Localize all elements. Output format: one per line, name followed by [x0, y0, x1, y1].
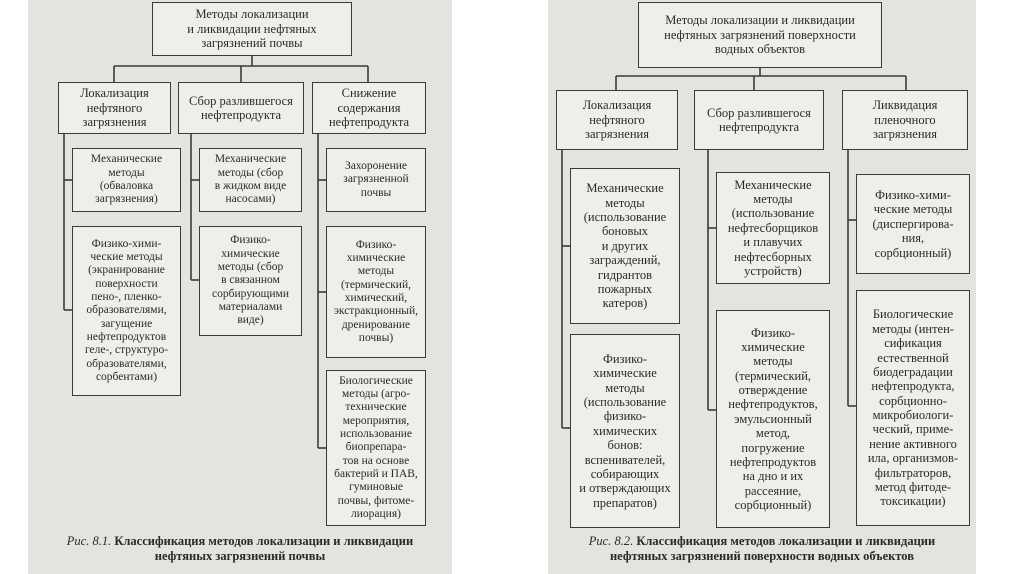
- figure-caption: [548, 534, 976, 564]
- column-header-collection: Сбор разлившегося нефтепродукта: [694, 90, 824, 150]
- root-box: Методы локализации и ликвидации нефтяных загрязнений поверхности водных объектов: [638, 2, 882, 68]
- figure-8-2: [548, 0, 976, 574]
- method-box: Физико- химические методы (термический, отверждение нефтепродуктов, эмульсионный метод, погружение нефтепродуктов на дно и их рассеяние, сорбционный): [716, 310, 830, 528]
- caption-text: нефтяных загрязнений почвы: [154, 549, 326, 563]
- method-box: Механические методы (обваловка загрязнения): [72, 148, 181, 212]
- method-box: Механические методы (использование боновых и других заграждений, гидрантов пожарных катеров): [570, 168, 680, 324]
- figure-caption: [28, 534, 452, 564]
- caption-text: Классификация методов локализации и ликвидации: [114, 534, 414, 548]
- caption-text: нефтяных загрязнений поверхности водных объектов: [609, 549, 914, 563]
- column-header-film-elimination: Ликвидация пленочного загрязнения: [842, 90, 968, 150]
- column-header-collection: Сбор разлившегося нефтепродукта: [178, 82, 304, 134]
- method-box: Биологические методы (агро- технические мероприятия, использование биопрепара- тов на основе бактерий и ПАВ, гуминовые почвы, фитоме- лиорация): [326, 370, 426, 526]
- caption-label: Рис. 8.2.: [588, 534, 634, 548]
- column-header-localization: Локализация нефтяного загрязнения: [58, 82, 171, 134]
- root-box: Методы локализации и ликвидации нефтяных загрязнений почвы: [152, 2, 352, 56]
- figure-8-1: [28, 0, 452, 574]
- method-box: Физико- химические методы (сбор в связанном сорбирующими материалами виде): [199, 226, 302, 336]
- caption-label: Рис. 8.1.: [66, 534, 112, 548]
- method-box: Физико- химические методы (термический, химический, экстракционный, дренирование почвы): [326, 226, 426, 358]
- caption-text: Классификация методов локализации и ликвидации: [636, 534, 936, 548]
- method-box: Захоронение загрязненной почвы: [326, 148, 426, 212]
- column-header-localization: Локализация нефтяного загрязнения: [556, 90, 678, 150]
- method-box: Физико- химические методы (использование физико- химических бонов: вспенивателей, собирающих и отверждающих препаратов): [570, 334, 680, 528]
- method-box: Физико-хими- ческие методы (экранирование поверхности пено-, пленко- образователями, загущение нефтепродуктов геле-, структуро- образователями, сорбентами): [72, 226, 181, 396]
- column-header-reduction: Снижение содержания нефтепродукта: [312, 82, 426, 134]
- method-box: Механические методы (использование нефтесборщиков и плавучих нефтесборных устройств): [716, 172, 830, 284]
- method-box: Физико-хими- ческие методы (диспергирова- ния, сорбционный): [856, 174, 970, 274]
- method-box: Биологические методы (интен- сификация естественной биодеградации нефтепродукта, сорбционно- микробиологи- ческий, приме- нение активного ила, организмов- фильтраторов, метод фитоде- токсикации): [856, 290, 970, 526]
- method-box: Механические методы (сбор в жидком виде насосами): [199, 148, 302, 212]
